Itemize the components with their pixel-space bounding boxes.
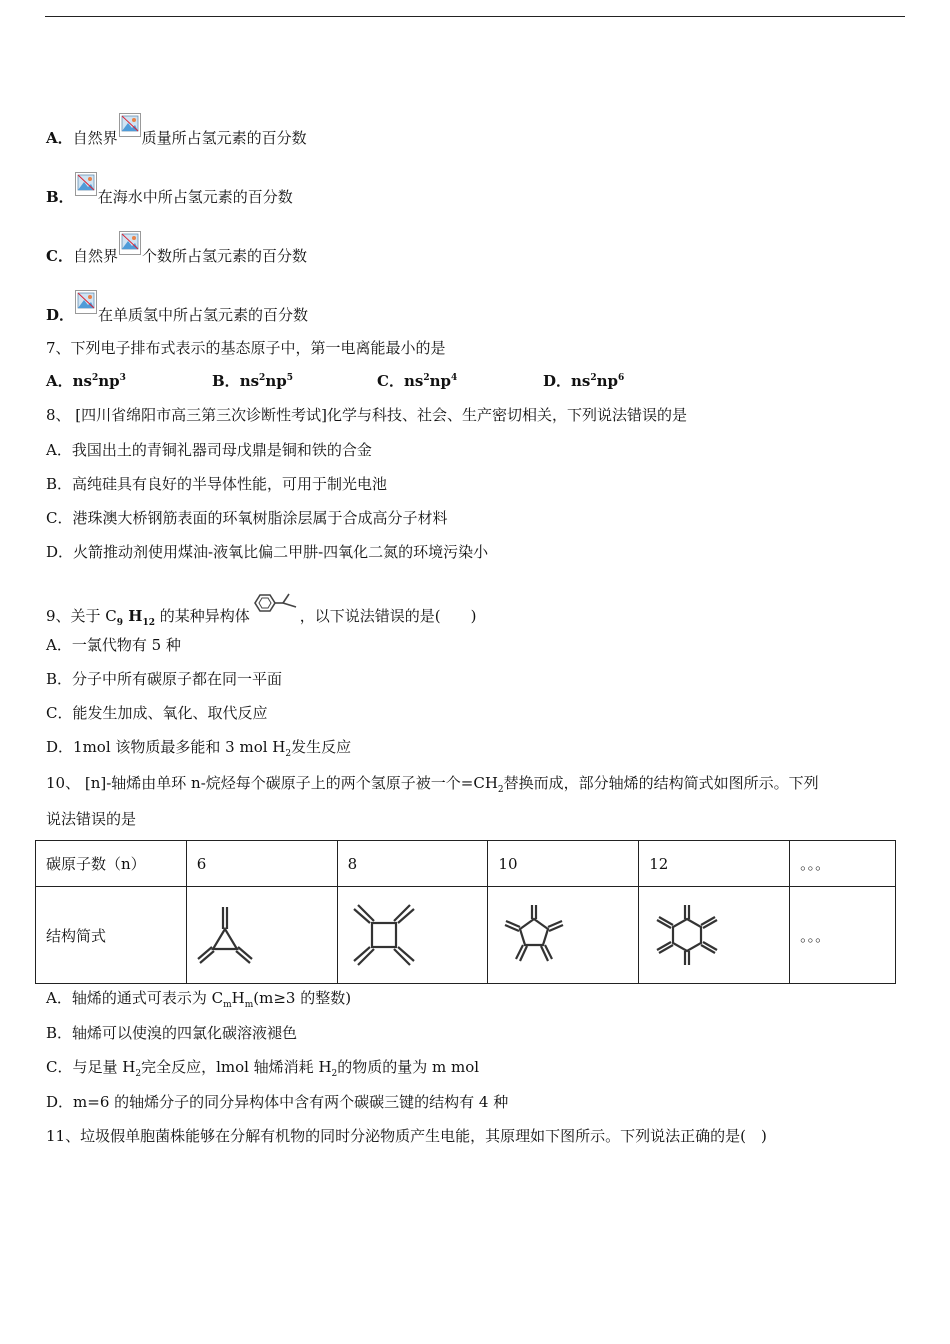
option-letter: C． — [46, 247, 73, 265]
q6-option-b — [46, 172, 293, 207]
q10-option-c: C．与足量 $H_2$完全反应，lmol 轴烯消耗 $H_2$的物质的量为 m mol — [46, 1058, 480, 1079]
option-text-pre: 自然界 — [72, 129, 118, 147]
q7-option-a: A．$ns^2np^3$ — [46, 372, 126, 390]
broken-image-icon — [75, 290, 97, 314]
radialene-6-structure — [649, 897, 729, 973]
q8-stem: 8、 [四川省绵阳市高三第三次诊断性考试]化学与科技、社会、生产密切相关，下列说法错误的是 — [46, 406, 688, 424]
q10-stem-line1: 10、 [n]-轴烯由单环 n-烷烃每个碳原子上的两个氢原子被一个$=CH_2$替换而成，部分轴烯的结构简式如图所示。下列 — [46, 774, 819, 795]
table-cell: 12 — [639, 841, 790, 887]
q6-option-c — [46, 231, 307, 266]
table-cell: 10 — [488, 841, 639, 887]
q8-option-b: B．高纯硅具有良好的半导体性能，可用于制光电池 — [46, 475, 388, 493]
broken-image-icon — [119, 231, 141, 255]
q8-option-c: C．港珠澳大桥钢筋表面的环氧树脂涂层属于合成高分子材料 — [46, 509, 448, 527]
q10-stem-line2: 说法错误的是 — [46, 810, 137, 828]
q6-option-a — [46, 113, 307, 148]
q7-options — [46, 371, 906, 391]
header-rule — [45, 16, 905, 17]
q9-option-d: D．1mol 该物质最多能和 3 mol $H_2$发生反应 — [46, 738, 352, 759]
broken-image-icon — [75, 172, 97, 196]
table-cell: 8 — [337, 841, 488, 887]
q10-option-a: A．轴烯的通式可表示为 $C_mH_m(m\ge 3$ 的整数) — [46, 989, 352, 1010]
radialene-3-structure — [197, 899, 267, 971]
radialene-5-structure — [498, 899, 570, 971]
option-letter: D． — [46, 306, 75, 324]
structure-cell — [337, 887, 488, 984]
structure-cell — [488, 887, 639, 984]
q7-option-d: D．$ns^2np^6$ — [543, 372, 625, 390]
q8-option-a: A．我国出土的青铜礼器司母戊鼎是铜和铁的合金 — [46, 441, 372, 459]
q7-option-b: B．$ns^2np^5$ — [212, 372, 293, 390]
structure-cell — [186, 887, 337, 984]
option-text-post: 质量所占氢元素的百分数 — [141, 129, 307, 147]
structure-cell — [639, 887, 790, 984]
option-text-post: 在海水中所占氢元素的百分数 — [97, 188, 293, 206]
q9-option-a: A．一氯代物有 5 种 — [46, 636, 181, 654]
option-letter: B． — [46, 188, 74, 206]
q8-option-d: D．火箭推动剂使用煤油-液氧比偏二甲肼-四氧化二氮的环境污染小 — [46, 543, 489, 561]
option-text-post: 个数所占氢元素的百分数 — [141, 247, 307, 265]
q9-option-b: B．分子中所有碳原子都在同一平面 — [46, 670, 283, 688]
axial-ene-table — [35, 840, 896, 984]
option-text-post: 在单质氢中所占氢元素的百分数 — [98, 306, 309, 324]
q10-option-b: B．轴烯可以使溴的四氯化碳溶液褪色 — [46, 1024, 298, 1042]
option-text-pre: 自然界 — [72, 247, 118, 265]
q7-stem: 7、下列电子排布式表示的基态原子中，第一电离能最小的是 — [46, 339, 446, 357]
radialene-4-structure — [348, 899, 418, 971]
q9-option-c: C．能发生加成、氧化、取代反应 — [46, 704, 268, 722]
q11-stem: 11、垃圾假单胞菌株能够在分解有机物的同时分泌物质产生电能，其原理如下图所示。下列说法正确的是( ) — [46, 1127, 767, 1145]
option-letter: A． — [46, 129, 73, 147]
table-cell: 。。。 — [790, 887, 896, 984]
broken-image-icon — [119, 113, 141, 137]
q9-stem: 9、关于 $C_9$ $H_{12}$ 的某种异构体 ，以下说法错误的是( ) — [46, 589, 477, 626]
table-cell: 6 — [186, 841, 337, 887]
q6-option-d — [46, 290, 308, 325]
q7-option-c: C．$ns^2np^4$ — [377, 372, 458, 390]
isopropylbenzene-structure-icon — [251, 589, 299, 617]
table-cell-label: 碳原子数（n） — [36, 841, 187, 887]
table-cell-label: 结构简式 — [36, 887, 187, 984]
table-row — [36, 841, 896, 887]
q10-option-d: D．m=6 的轴烯分子的同分异构体中含有两个碳碳三键的结构有 4 种 — [46, 1093, 509, 1111]
table-cell: 。。。 — [790, 841, 896, 887]
table-row — [36, 887, 896, 984]
